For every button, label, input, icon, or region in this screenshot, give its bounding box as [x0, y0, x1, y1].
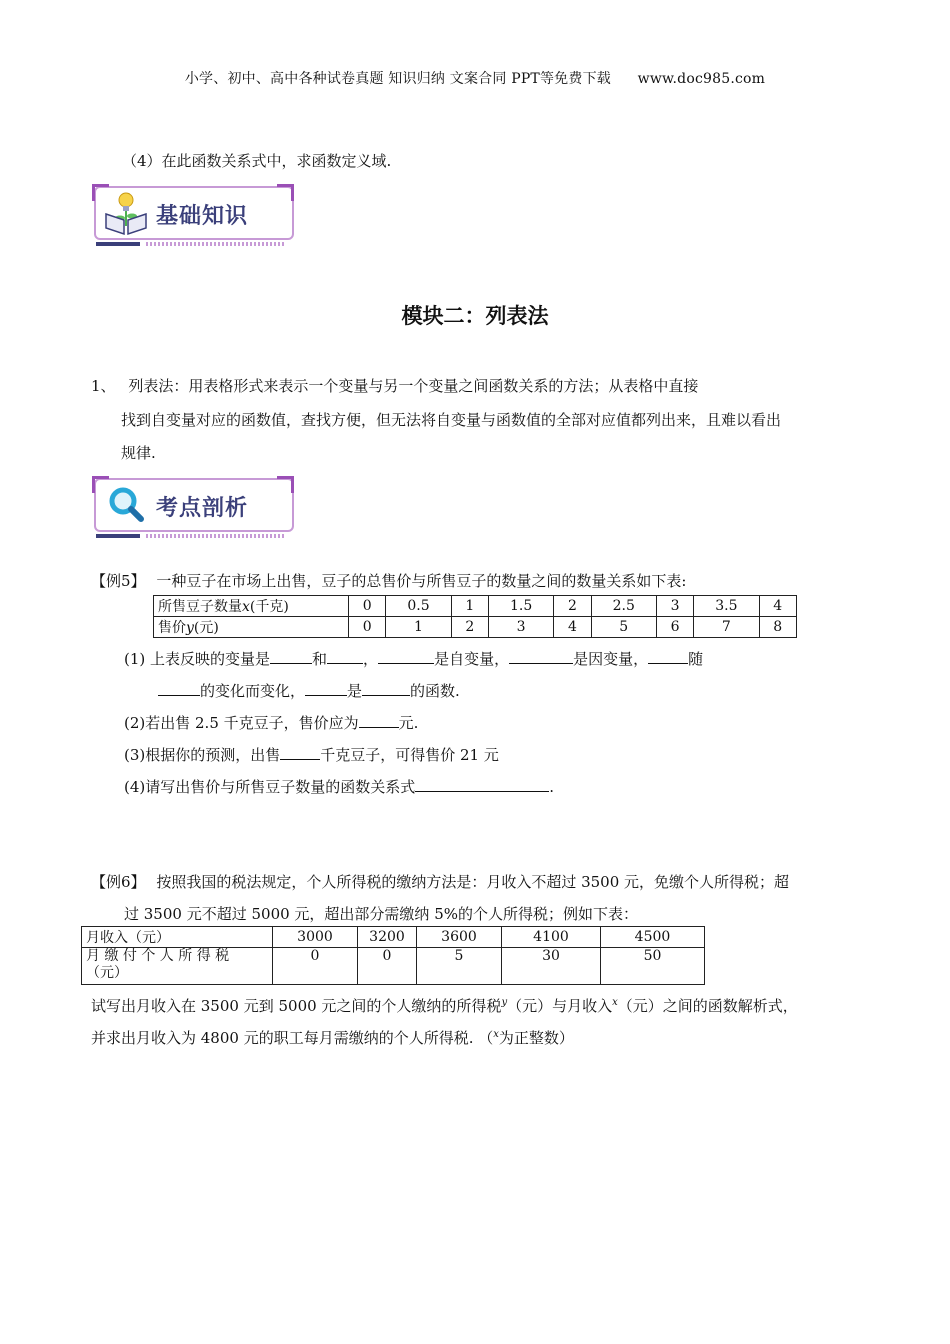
- table-cell: 5: [591, 617, 656, 638]
- answer-blank[interactable]: [158, 681, 200, 696]
- table-cell: 4: [554, 617, 591, 638]
- ex6-question-line1: 试写出月收入在 3500 元到 5000 元之间的个人缴纳的所得税$^y$（元）与月收入$^x$（元）之间的函数解析式，: [91, 997, 798, 1015]
- table-cell: 0: [349, 596, 386, 617]
- ex6-row2-label: 月 缴 付 个 人 所 得 税 （元）: [82, 948, 273, 985]
- ex5-q1-line2: 的变化而变化， 是 的函数.: [158, 680, 460, 701]
- answer-blank[interactable]: [378, 649, 434, 664]
- table-row: [154, 596, 797, 617]
- var-x: x: [493, 1029, 499, 1040]
- table-cell: 5: [417, 948, 502, 985]
- ex6-table: [81, 926, 705, 985]
- answer-blank[interactable]: [270, 649, 312, 664]
- answer-blank[interactable]: [327, 649, 363, 664]
- ex6-question-line2: 并求出月收入为 4800 元的职工每月需缴纳的个人所得税. （$^x$为正整数）: [91, 1029, 574, 1047]
- ex5-row1-label: 所售豆子数量x(千克): [154, 596, 349, 617]
- ex6-line1: [91, 871, 789, 892]
- answer-blank[interactable]: [359, 713, 399, 728]
- ex6-tag: 【例6】: [91, 873, 146, 891]
- ex5-q2: (2)若出售 2.5 千克豆子，售价应为 元.: [124, 714, 419, 732]
- answer-blank[interactable]: [362, 681, 410, 696]
- table-cell: 30: [502, 948, 601, 985]
- definition-line-2: 找到自变量对应的函数值，查找方便，但无法将自变量与函数值的全部对应值都列出来，且难以看出: [121, 411, 782, 429]
- table-cell: 3000: [273, 927, 358, 948]
- header-site: www.doc985.com: [637, 71, 766, 87]
- page-header: [0, 68, 950, 88]
- banner-underline-dotted: [146, 242, 286, 246]
- ex5-row2-label: 售价y(元): [154, 617, 349, 638]
- ex5-tag: 【例5】: [91, 572, 146, 590]
- table-cell: 4500: [601, 927, 705, 948]
- definition-text-1: 列表法：用表格形式来表示一个变量与另一个变量之间函数关系的方法；从表格中直接: [128, 377, 699, 395]
- table-cell: 2: [554, 596, 591, 617]
- banner-corner: [277, 184, 294, 201]
- ex6-line2: 过 3500 元不超过 5000 元，超出部分需缴纳 5%的个人所得税；例如下表：: [124, 905, 638, 923]
- magnifier-icon: [106, 484, 146, 524]
- ex6-text-1: 按照我国的税法规定，个人所得税的缴纳方法是：月收入不超过 3500 元，免缴个人所得税；超: [156, 873, 790, 891]
- table-cell: 0: [349, 617, 386, 638]
- prev-question: （4）在此函数关系式中，求函数定义域.: [122, 152, 392, 170]
- banner-analysis: [94, 478, 294, 540]
- ex5-q1-line1: (1) 上表反映的变量是 和 ， 是自变量， 是因变量， 随: [124, 650, 704, 668]
- banner-corner: [277, 476, 294, 493]
- table-cell: 8: [759, 617, 797, 638]
- table-cell: 1: [451, 596, 488, 617]
- table-row: [154, 617, 797, 638]
- banner-label: 考点剖析: [156, 496, 249, 521]
- table-row: [82, 948, 705, 985]
- table-cell: 1: [386, 617, 451, 638]
- table-row: [82, 927, 705, 948]
- table-cell: 0: [273, 948, 358, 985]
- table-cell: 4100: [502, 927, 601, 948]
- var-y: y: [501, 997, 508, 1008]
- ex5-intro: 一种豆子在市场上出售，豆子的总售价与所售豆子的数量之间的数量关系如下表:: [156, 572, 687, 590]
- table-cell: 0: [358, 948, 417, 985]
- ex5-intro-line: [91, 570, 686, 591]
- ex6-row1-label: 月收入（元）: [82, 927, 273, 948]
- table-cell: 0.5: [386, 596, 451, 617]
- table-cell: 2.5: [591, 596, 656, 617]
- ex5-q4: (4)请写出售价与所售豆子数量的函数关系式 .: [124, 778, 555, 796]
- answer-blank[interactable]: [509, 649, 573, 664]
- definition-number: 1、: [91, 377, 116, 395]
- answer-blank[interactable]: [305, 681, 347, 696]
- table-cell: 3600: [417, 927, 502, 948]
- table-cell: 1.5: [489, 596, 554, 617]
- definition-line-3: 规律.: [121, 444, 156, 462]
- ex5-q3: (3)根据你的预测，出售 千克豆子，可得售价 21 元: [124, 746, 499, 764]
- table-cell: 2: [451, 617, 488, 638]
- table-cell: 50: [601, 948, 705, 985]
- book-lightbulb-icon: [102, 190, 150, 236]
- table-cell: 3: [489, 617, 554, 638]
- table-cell: 4: [759, 596, 797, 617]
- banner-underline: [96, 242, 140, 246]
- banner-underline-dotted: [146, 534, 286, 538]
- module-title: 模块二：列表法: [401, 304, 549, 328]
- table-cell: 3200: [358, 927, 417, 948]
- definition-line-1: [91, 375, 698, 396]
- ex5-table: [153, 595, 797, 638]
- table-cell: 3.5: [694, 596, 759, 617]
- banner-label: 基础知识: [156, 204, 249, 229]
- table-cell: 6: [656, 617, 693, 638]
- answer-blank[interactable]: [280, 745, 320, 760]
- banner-basics: [94, 186, 294, 248]
- answer-blank[interactable]: [648, 649, 688, 664]
- header-text: 小学、初中、高中各种试卷真题 知识归纳 文案合同 PPT等免费下载: [184, 71, 611, 87]
- var-x: x: [612, 997, 618, 1008]
- table-cell: 3: [656, 596, 693, 617]
- answer-blank[interactable]: [415, 777, 549, 792]
- banner-underline: [96, 534, 140, 538]
- table-cell: 7: [694, 617, 759, 638]
